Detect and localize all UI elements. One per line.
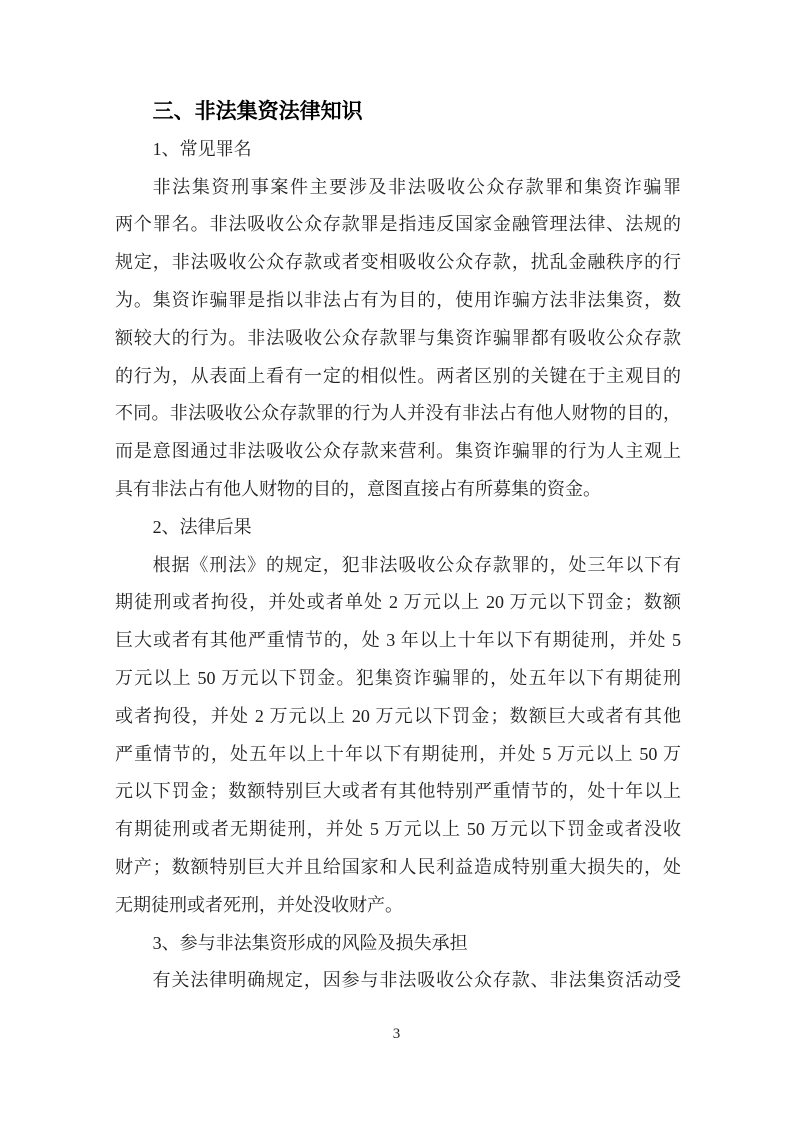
paragraph-line: 额较大的行为。非法吸收公众存款罪与集资诈骗罪都有吸收公众存款 [115, 327, 681, 348]
paragraph-line: 根据《刑法》的规定，犯非法吸收公众存款罪的，处三年以下有 [152, 554, 681, 575]
paragraph-line: 两个罪名。非法吸收公众存款罪是指违反国家金融管理法律、法规的 [115, 214, 681, 235]
page-title: 三、非法集资法律知识 [152, 99, 363, 123]
subheading-legal-consequences: 2、法律后果 [152, 516, 252, 537]
paragraph-line: 严重情节的，处五年以上十年以下有期徒刑，并处 5 万元以上 50 万 [115, 743, 681, 764]
paragraph-line: 有期徒刑或者无期徒刑，并处 5 万元以上 50 万元以下罚金或者没收 [115, 819, 681, 840]
paragraph-line: 而是意图通过非法吸收公众存款来营利。集资诈骗罪的行为人主观上 [115, 441, 681, 462]
paragraph-line: 期徒刑或者拘役，并处或者单处 2 万元以上 20 万元以下罚金；数额 [115, 592, 681, 613]
paragraph-line: 有关法律明确规定，因参与非法吸收公众存款、非法集资活动受 [152, 970, 681, 991]
page-number: 3 [392, 1026, 401, 1042]
paragraph-line: 为。集资诈骗罪是指以非法占有为目的，使用诈骗方法非法集资，数 [115, 289, 681, 310]
paragraph-line: 非法集资刑事案件主要涉及非法吸收公众存款罪和集资诈骗罪 [152, 176, 681, 197]
paragraph-line: 万元以上 50 万元以下罚金。犯集资诈骗罪的，处五年以下有期徒刑 [115, 667, 681, 688]
document-body [115, 93, 681, 1000]
subheading-risk-and-loss: 3、参与非法集资形成的风险及损失承担 [152, 932, 468, 953]
subheading-common-crimes: 1、常见罪名 [152, 138, 252, 159]
paragraph-line: 无期徒刑或者死刑，并处没收财产。 [115, 894, 403, 915]
paragraph-line: 具有非法占有他人财物的目的，意图直接占有所募集的资金。 [115, 478, 601, 499]
paragraph-line: 不同。非法吸收公众存款罪的行为人并没有非法占有他人财物的目的， [115, 403, 681, 424]
paragraph-line: 规定，非法吸收公众存款或者变相吸收公众存款，扰乱金融秩序的行 [115, 252, 681, 273]
paragraph-line: 或者拘役，并处 2 万元以上 20 万元以下罚金；数额巨大或者有其他 [115, 705, 681, 726]
paragraph-line: 财产；数额特别巨大并且给国家和人民利益造成特别重大损失的，处 [115, 856, 681, 877]
paragraph-line: 巨大或者有其他严重情节的，处 3 年以上十年以下有期徒刑，并处 5 [115, 630, 681, 651]
paragraph-line: 的行为，从表面上看有一定的相似性。两者区别的关键在于主观目的 [115, 365, 681, 386]
paragraph-line: 元以下罚金；数额特别巨大或者有其他特别严重情节的，处十年以上 [115, 781, 681, 802]
